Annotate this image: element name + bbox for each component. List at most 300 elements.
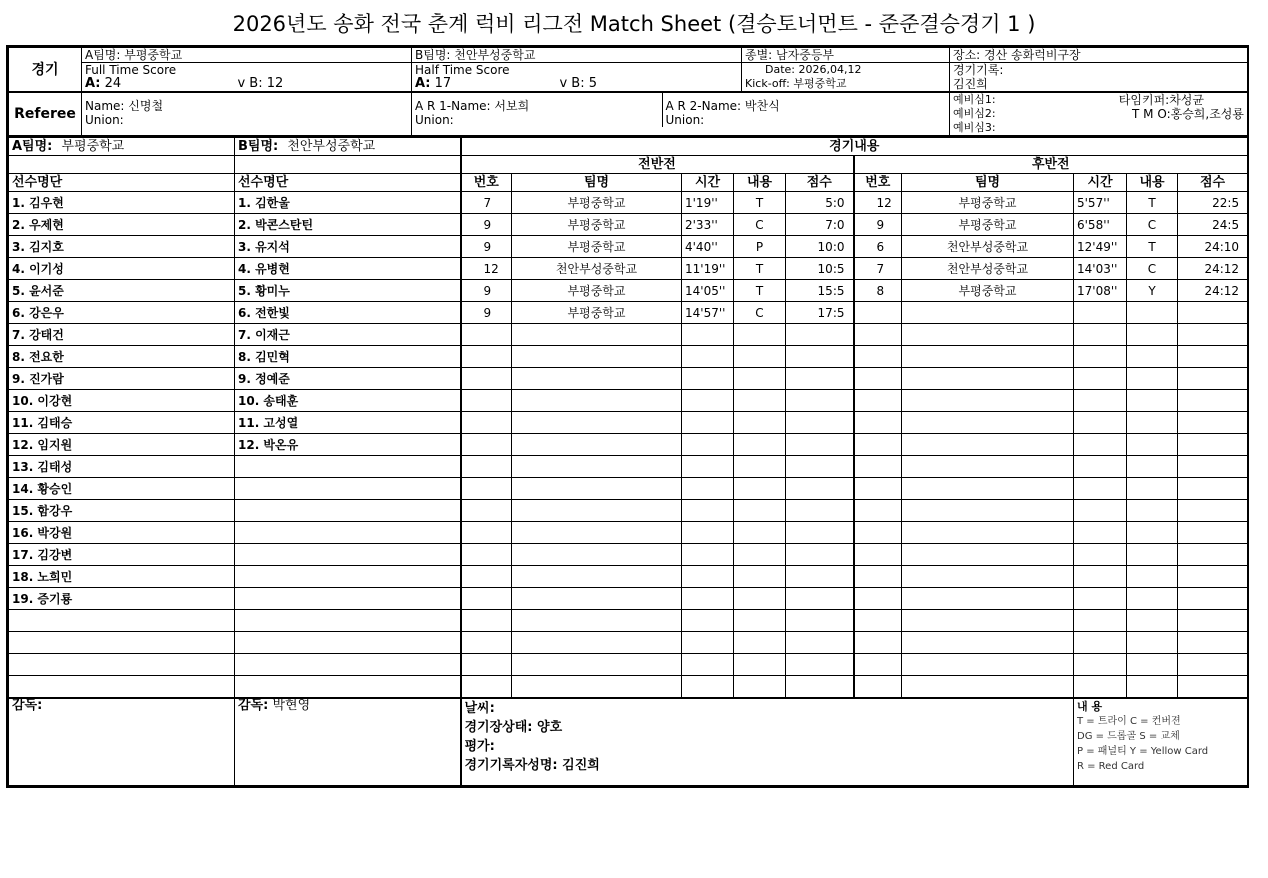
event-cell bbox=[902, 412, 1074, 434]
legend-line-4: R = Red Card bbox=[1077, 761, 1145, 772]
match-label: 경기 bbox=[9, 48, 82, 93]
event-cell bbox=[1127, 632, 1178, 654]
division: 종별: 남자중등부 bbox=[742, 48, 950, 63]
half-time-score bbox=[412, 63, 742, 93]
player-a: 19. 증기룡 bbox=[9, 588, 235, 610]
event-cell: 7:0 bbox=[786, 214, 854, 236]
event-cell: 천안부성중학교 bbox=[902, 236, 1074, 258]
table-row bbox=[9, 280, 1248, 302]
event-cell bbox=[1127, 302, 1178, 324]
player-a: 13. 김태성 bbox=[9, 456, 235, 478]
event-cell bbox=[1127, 654, 1178, 676]
event-cell: 부평중학교 bbox=[512, 302, 682, 324]
event-cell bbox=[461, 390, 512, 412]
event-cell bbox=[734, 588, 786, 610]
player-a: 17. 김강변 bbox=[9, 544, 235, 566]
event-cell bbox=[854, 478, 902, 500]
event-cell: C bbox=[734, 214, 786, 236]
event-cell: 2'33'' bbox=[682, 214, 734, 236]
player-b bbox=[235, 676, 461, 699]
event-cell bbox=[1127, 324, 1178, 346]
recorder-name: 김진희 bbox=[953, 77, 988, 91]
event-cell: 부평중학교 bbox=[512, 280, 682, 302]
event-cell: 14'05'' bbox=[682, 280, 734, 302]
half-a-label: A: bbox=[415, 76, 431, 91]
ar2-name: A R 2-Name: 박찬식 bbox=[665, 99, 780, 113]
event-cell: 부평중학교 bbox=[512, 214, 682, 236]
event-cell: 12 bbox=[461, 258, 512, 280]
event-cell: 17:5 bbox=[786, 302, 854, 324]
event-cell bbox=[1127, 390, 1178, 412]
event-cell bbox=[734, 434, 786, 456]
event-cell: T bbox=[734, 192, 786, 214]
event-cell bbox=[786, 566, 854, 588]
event-cell bbox=[734, 566, 786, 588]
event-cell bbox=[854, 434, 902, 456]
event-cell: 22:5 bbox=[1178, 192, 1248, 214]
event-cell bbox=[1178, 544, 1248, 566]
event-cell bbox=[1178, 456, 1248, 478]
col-score-2: 점수 bbox=[1178, 174, 1248, 192]
event-cell bbox=[902, 434, 1074, 456]
event-cell bbox=[902, 610, 1074, 632]
table-row bbox=[9, 544, 1248, 566]
event-cell bbox=[902, 632, 1074, 654]
second-half-label: 후반전 bbox=[854, 156, 1248, 174]
event-cell bbox=[461, 478, 512, 500]
event-cell bbox=[734, 478, 786, 500]
referee-union: Union: bbox=[85, 113, 124, 127]
event-cell: C bbox=[1127, 258, 1178, 280]
event-cell bbox=[1178, 588, 1248, 610]
ar1-info bbox=[412, 93, 662, 127]
table-row bbox=[9, 434, 1248, 456]
half-b-score: 5 bbox=[588, 76, 598, 91]
event-cell bbox=[512, 522, 682, 544]
player-b bbox=[235, 500, 461, 522]
event-cell bbox=[512, 588, 682, 610]
event-cell bbox=[682, 456, 734, 478]
event-cell bbox=[1127, 676, 1178, 699]
reserve-officials bbox=[950, 92, 1248, 136]
full-time-label: Full Time Score bbox=[85, 63, 177, 77]
event-cell bbox=[1178, 522, 1248, 544]
timekeeper: 타임키퍼:차성균 bbox=[1118, 93, 1204, 107]
event-cell bbox=[902, 500, 1074, 522]
table-row bbox=[9, 214, 1248, 236]
event-cell bbox=[682, 632, 734, 654]
event-cell: Y bbox=[1127, 280, 1178, 302]
event-cell bbox=[512, 676, 682, 699]
event-cell: 17'08'' bbox=[1074, 280, 1127, 302]
event-cell bbox=[786, 456, 854, 478]
event-cell bbox=[854, 302, 902, 324]
tmo: T M O:홍승희,조성룡 bbox=[1132, 107, 1244, 121]
full-a-label: A: bbox=[85, 76, 101, 91]
coach-a: 감독: bbox=[9, 698, 235, 786]
col-content-1: 내용 bbox=[734, 174, 786, 192]
table-row bbox=[9, 500, 1248, 522]
event-cell bbox=[461, 434, 512, 456]
match-info-table bbox=[8, 47, 1248, 136]
event-cell bbox=[1178, 632, 1248, 654]
event-cell bbox=[1127, 434, 1178, 456]
player-a: 9. 진가람 bbox=[9, 368, 235, 390]
full-b-label: v B: bbox=[237, 76, 263, 91]
event-cell: 9 bbox=[461, 214, 512, 236]
event-cell bbox=[1178, 412, 1248, 434]
table-row bbox=[9, 522, 1248, 544]
event-cell bbox=[682, 522, 734, 544]
event-cell bbox=[1127, 478, 1178, 500]
event-cell bbox=[1074, 346, 1127, 368]
recorder-label: 경기기록: bbox=[953, 63, 1004, 77]
player-b bbox=[235, 588, 461, 610]
full-time-score bbox=[82, 63, 412, 93]
event-cell bbox=[1074, 390, 1127, 412]
event-cell bbox=[1127, 412, 1178, 434]
player-b: 12. 박온유 bbox=[235, 434, 461, 456]
col-number-1: 번호 bbox=[461, 174, 512, 192]
event-cell bbox=[1074, 610, 1127, 632]
event-cell bbox=[1178, 654, 1248, 676]
ar2-union: Union: bbox=[665, 113, 705, 127]
event-cell bbox=[902, 324, 1074, 346]
player-a bbox=[9, 676, 235, 699]
event-cell bbox=[1178, 346, 1248, 368]
table-row bbox=[9, 588, 1248, 610]
event-cell bbox=[734, 610, 786, 632]
event-cell: 부평중학교 bbox=[512, 236, 682, 258]
event-cell bbox=[512, 346, 682, 368]
player-a bbox=[9, 632, 235, 654]
event-cell bbox=[786, 610, 854, 632]
event-cell: 24:12 bbox=[1178, 280, 1248, 302]
event-cell bbox=[461, 676, 512, 699]
event-cell: 24:10 bbox=[1178, 236, 1248, 258]
event-cell: C bbox=[734, 302, 786, 324]
player-a: 8. 전요한 bbox=[9, 346, 235, 368]
event-cell: T bbox=[734, 280, 786, 302]
event-cell: 15:5 bbox=[786, 280, 854, 302]
event-cell bbox=[512, 434, 682, 456]
event-cell bbox=[512, 632, 682, 654]
date-kickoff bbox=[742, 63, 950, 93]
player-b bbox=[235, 566, 461, 588]
player-a: 3. 김지호 bbox=[9, 236, 235, 258]
event-cell: 14'03'' bbox=[1074, 258, 1127, 280]
event-cell: 12'49'' bbox=[1074, 236, 1127, 258]
event-cell bbox=[734, 324, 786, 346]
recorder-signature: 경기기록자성명: 김진희 bbox=[464, 758, 600, 773]
weather: 날씨: bbox=[464, 701, 495, 716]
event-cell bbox=[854, 368, 902, 390]
event-cell bbox=[461, 324, 512, 346]
table-row bbox=[9, 478, 1248, 500]
event-cell: C bbox=[1127, 214, 1178, 236]
team-b-header bbox=[235, 137, 461, 156]
event-cell bbox=[682, 346, 734, 368]
event-cell bbox=[1178, 302, 1248, 324]
event-cell bbox=[1074, 676, 1127, 699]
event-cell: 9 bbox=[461, 280, 512, 302]
event-cell: 7 bbox=[461, 192, 512, 214]
event-cell bbox=[1074, 412, 1127, 434]
legend-line-1: T = 트라이 C = 컨버젼 bbox=[1077, 716, 1181, 727]
event-cell bbox=[734, 390, 786, 412]
legend-line-2: DG = 드롭골 S = 교체 bbox=[1077, 731, 1180, 742]
player-b: 9. 정예준 bbox=[235, 368, 461, 390]
player-b: 4. 유병현 bbox=[235, 258, 461, 280]
event-cell bbox=[902, 544, 1074, 566]
event-cell bbox=[854, 654, 902, 676]
event-cell: P bbox=[734, 236, 786, 258]
col-content-2: 내용 bbox=[1127, 174, 1178, 192]
event-cell: 9 bbox=[461, 302, 512, 324]
player-b bbox=[235, 654, 461, 676]
event-cell: 24:12 bbox=[1178, 258, 1248, 280]
coach-b-name: 박현영 bbox=[272, 698, 311, 713]
assistant-referees bbox=[412, 92, 950, 136]
event-cell bbox=[682, 654, 734, 676]
event-cell bbox=[786, 676, 854, 699]
event-cell bbox=[461, 522, 512, 544]
coach-b-label: 감독: bbox=[238, 698, 269, 713]
event-cell bbox=[1074, 434, 1127, 456]
event-cell bbox=[1178, 324, 1248, 346]
event-cell: T bbox=[1127, 192, 1178, 214]
event-cell: 24:5 bbox=[1178, 214, 1248, 236]
event-cell bbox=[682, 434, 734, 456]
event-cell: 8 bbox=[854, 280, 902, 302]
event-cell bbox=[854, 500, 902, 522]
ar2-info bbox=[662, 93, 949, 127]
event-cell bbox=[1127, 456, 1178, 478]
col-number-2: 번호 bbox=[854, 174, 902, 192]
ar1-name: A R 1-Name: 서보희 bbox=[415, 99, 530, 113]
event-cell bbox=[512, 324, 682, 346]
events-section-label: 경기내용 bbox=[461, 137, 1248, 156]
player-a: 15. 함강우 bbox=[9, 500, 235, 522]
event-cell bbox=[734, 654, 786, 676]
player-b: 8. 김민혁 bbox=[235, 346, 461, 368]
player-a bbox=[9, 610, 235, 632]
player-a bbox=[9, 654, 235, 676]
event-cell bbox=[786, 522, 854, 544]
event-cell bbox=[1127, 588, 1178, 610]
event-cell: 6 bbox=[854, 236, 902, 258]
event-cell: 11'19'' bbox=[682, 258, 734, 280]
event-cell bbox=[734, 456, 786, 478]
event-cell bbox=[734, 522, 786, 544]
player-b: 11. 고성열 bbox=[235, 412, 461, 434]
event-cell bbox=[461, 456, 512, 478]
kickoff: Kick-off: 부평중학교 bbox=[745, 77, 847, 90]
event-cell bbox=[902, 302, 1074, 324]
player-b bbox=[235, 478, 461, 500]
event-cell bbox=[682, 566, 734, 588]
event-cell: 9 bbox=[854, 214, 902, 236]
first-half-label: 전반전 bbox=[461, 156, 854, 174]
ar1-union: Union: bbox=[415, 113, 454, 127]
event-cell bbox=[854, 390, 902, 412]
event-cell bbox=[461, 544, 512, 566]
event-cell bbox=[854, 324, 902, 346]
event-cell bbox=[682, 478, 734, 500]
player-b bbox=[235, 632, 461, 654]
event-cell bbox=[1074, 478, 1127, 500]
match-date: Date: 2026,04,12 bbox=[765, 63, 862, 76]
event-cell: 7 bbox=[854, 258, 902, 280]
reserve-2: 예비심2: bbox=[953, 107, 996, 120]
event-cell bbox=[734, 500, 786, 522]
event-cell: T bbox=[1127, 236, 1178, 258]
team-a-label: A팀명: bbox=[12, 138, 53, 154]
legend-title: 내 용 bbox=[1077, 700, 1103, 713]
event-cell bbox=[1127, 544, 1178, 566]
event-cell bbox=[682, 610, 734, 632]
event-cell: 천안부성중학교 bbox=[512, 258, 682, 280]
event-cell bbox=[682, 390, 734, 412]
event-cell bbox=[786, 412, 854, 434]
event-cell: 부평중학교 bbox=[902, 214, 1074, 236]
table-row bbox=[9, 654, 1248, 676]
event-cell bbox=[902, 346, 1074, 368]
match-sheet bbox=[6, 45, 1249, 788]
event-cell: 10:5 bbox=[786, 258, 854, 280]
event-cell bbox=[682, 500, 734, 522]
event-cell bbox=[786, 324, 854, 346]
event-cell bbox=[734, 676, 786, 699]
event-cell bbox=[902, 456, 1074, 478]
half-b-label: v B: bbox=[559, 76, 585, 91]
player-b: 6. 전한빛 bbox=[235, 302, 461, 324]
reserve-3: 예비심3: bbox=[953, 121, 996, 134]
table-row bbox=[9, 346, 1248, 368]
team-a-name: A팀명: 부평중학교 bbox=[82, 48, 412, 63]
team-b-name: B팀명: 천안부성중학교 bbox=[412, 48, 742, 63]
event-cell bbox=[734, 544, 786, 566]
event-cell bbox=[512, 500, 682, 522]
recorder-cell bbox=[950, 63, 1248, 93]
evaluation: 평가: bbox=[464, 739, 495, 754]
event-cell bbox=[1074, 302, 1127, 324]
table-row bbox=[9, 258, 1248, 280]
team-a-team: 부평중학교 bbox=[61, 138, 125, 154]
player-a: 7. 강태건 bbox=[9, 324, 235, 346]
table-row bbox=[9, 412, 1248, 434]
event-cell bbox=[902, 588, 1074, 610]
event-cell: 5:0 bbox=[786, 192, 854, 214]
event-cell: 9 bbox=[461, 236, 512, 258]
event-cell bbox=[1178, 390, 1248, 412]
event-cell bbox=[1178, 368, 1248, 390]
event-cell: T bbox=[734, 258, 786, 280]
event-cell bbox=[682, 412, 734, 434]
event-cell bbox=[461, 346, 512, 368]
player-b bbox=[235, 610, 461, 632]
player-a: 14. 황승인 bbox=[9, 478, 235, 500]
event-cell bbox=[854, 522, 902, 544]
coach-b bbox=[235, 698, 461, 786]
event-cell bbox=[512, 412, 682, 434]
event-cell bbox=[734, 368, 786, 390]
table-row bbox=[9, 456, 1248, 478]
full-a-score: 24 bbox=[104, 76, 122, 91]
table-row bbox=[9, 390, 1248, 412]
event-cell bbox=[854, 412, 902, 434]
col-team-1: 팀명 bbox=[512, 174, 682, 192]
col-team-2: 팀명 bbox=[902, 174, 1074, 192]
event-cell bbox=[786, 544, 854, 566]
table-row bbox=[9, 566, 1248, 588]
event-cell bbox=[512, 456, 682, 478]
event-cell bbox=[461, 632, 512, 654]
event-cell: 부평중학교 bbox=[512, 192, 682, 214]
event-cell bbox=[854, 588, 902, 610]
table-row bbox=[9, 676, 1248, 699]
event-cell bbox=[512, 610, 682, 632]
event-cell bbox=[1074, 368, 1127, 390]
event-cell bbox=[1127, 610, 1178, 632]
reserve-1: 예비심1: bbox=[953, 93, 996, 106]
player-list-b-header: 선수명단 bbox=[235, 174, 461, 192]
table-row bbox=[9, 324, 1248, 346]
event-cell bbox=[1074, 588, 1127, 610]
event-cell bbox=[734, 632, 786, 654]
event-cell bbox=[1178, 478, 1248, 500]
player-a: 1. 김우현 bbox=[9, 192, 235, 214]
event-cell bbox=[461, 610, 512, 632]
event-cell bbox=[1127, 566, 1178, 588]
event-cell: 6'58'' bbox=[1074, 214, 1127, 236]
event-cell bbox=[512, 654, 682, 676]
event-cell bbox=[734, 412, 786, 434]
player-b bbox=[235, 544, 461, 566]
event-cell bbox=[1074, 654, 1127, 676]
event-cell bbox=[786, 588, 854, 610]
event-cell bbox=[1074, 522, 1127, 544]
event-cell bbox=[854, 632, 902, 654]
event-cell bbox=[734, 346, 786, 368]
event-cell bbox=[512, 390, 682, 412]
table-row bbox=[9, 302, 1248, 324]
event-cell bbox=[461, 566, 512, 588]
match-notes bbox=[461, 698, 1074, 786]
event-cell bbox=[902, 478, 1074, 500]
venue: 장소: 경산 송화럭비구장 bbox=[950, 48, 1248, 63]
player-b: 7. 이재근 bbox=[235, 324, 461, 346]
event-cell bbox=[461, 500, 512, 522]
event-cell: 천안부성중학교 bbox=[902, 258, 1074, 280]
event-cell bbox=[512, 544, 682, 566]
event-cell: 10:0 bbox=[786, 236, 854, 258]
player-a: 2. 우제현 bbox=[9, 214, 235, 236]
event-cell bbox=[1074, 544, 1127, 566]
event-cell bbox=[512, 566, 682, 588]
event-cell: 부평중학교 bbox=[902, 192, 1074, 214]
referee-info bbox=[82, 92, 412, 136]
legend-line-3: P = 패널티 Y = Yellow Card bbox=[1077, 746, 1209, 757]
event-cell: 1'19'' bbox=[682, 192, 734, 214]
half-a-score: 17 bbox=[434, 76, 452, 91]
event-cell bbox=[512, 368, 682, 390]
event-cell bbox=[786, 500, 854, 522]
event-cell bbox=[786, 632, 854, 654]
event-cell bbox=[786, 390, 854, 412]
event-cell bbox=[1127, 522, 1178, 544]
player-a: 18. 노희민 bbox=[9, 566, 235, 588]
